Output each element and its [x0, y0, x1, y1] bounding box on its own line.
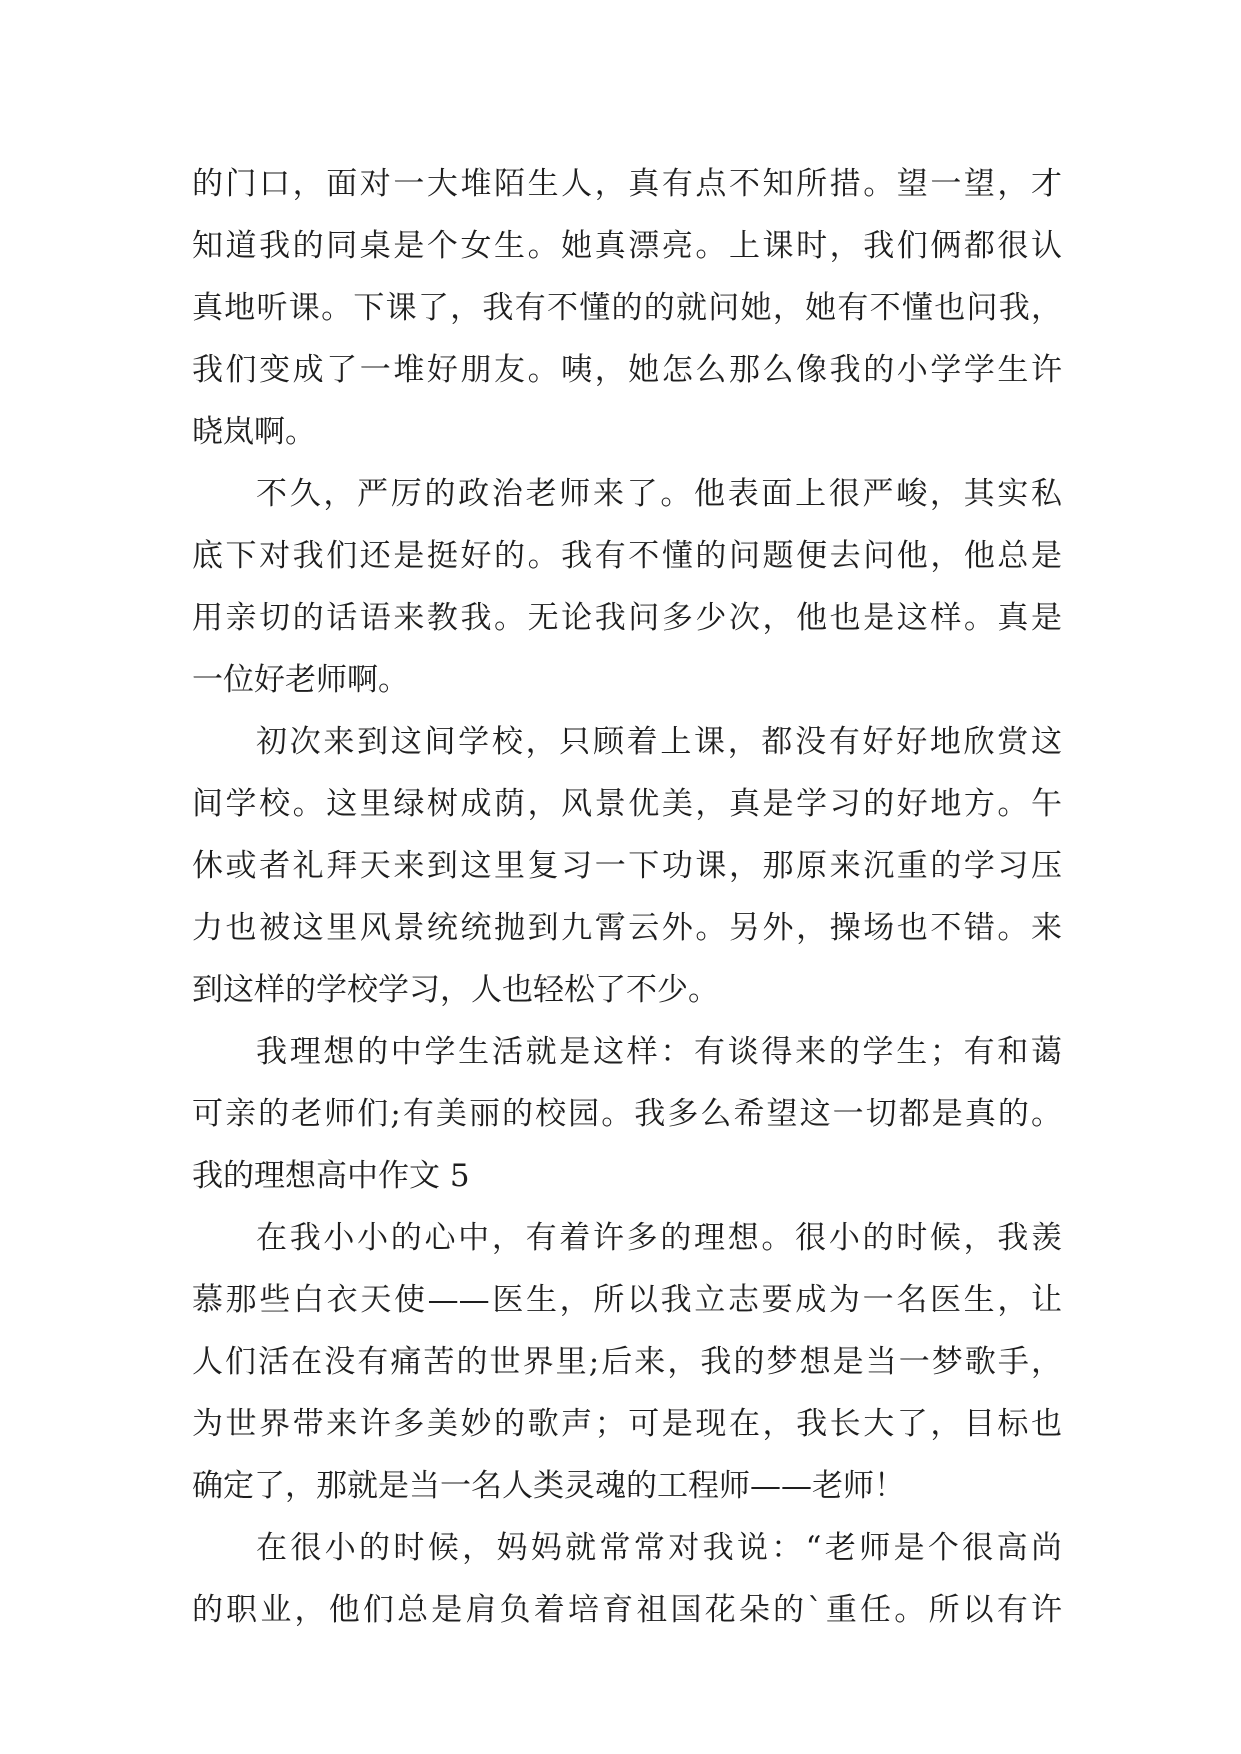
essay-title: 我的理想高中作文 5: [192, 1158, 470, 1194]
text-line: 的门口，面对一大堆陌生人，真有点不知所措。望一望，才: [192, 166, 1062, 202]
text-line: 为世界带来许多美妙的歌声；可是现在，我长大了，目标也: [192, 1406, 1062, 1442]
paragraph-first-line: 在我小小的心中，有着许多的理想。很小的时候，我羡: [256, 1220, 1062, 1256]
text-line: 我们变成了一堆好朋友。咦，她怎么那么像我的小学学生许: [192, 352, 1062, 388]
paragraph-first-line: 初次来到这间学校，只顾着上课，都没有好好地欣赏这: [256, 724, 1062, 760]
text-line: 知道我的同桌是个女生。她真漂亮。上课时，我们俩都很认: [192, 228, 1062, 264]
text-line: 到这样的学校学习，人也轻松了不少。: [192, 972, 719, 1008]
text-line: 间学校。这里绿树成荫，风景优美，真是学习的好地方。午: [192, 786, 1062, 822]
text-line: 晓岚啊。: [192, 414, 316, 450]
paragraph-first-line: 我理想的中学生活就是这样：有谈得来的学生；有和蔼: [256, 1034, 1062, 1070]
text-line: 底下对我们还是挺好的。我有不懂的问题便去问他，他总是: [192, 538, 1062, 574]
text-line: 一位好老师啊。: [192, 662, 409, 698]
text-line: 可亲的老师们;有美丽的校园。我多么希望这一切都是真的。: [192, 1096, 1062, 1132]
text-line: 休或者礼拜天来到这里复习一下功课，那原来沉重的学习压: [192, 848, 1062, 884]
text-line: 的职业，他们总是肩负着培育祖国花朵的`重任。所以有许: [192, 1592, 1062, 1628]
text-line: 用亲切的话语来教我。无论我问多少次，他也是这样。真是: [192, 600, 1062, 636]
paragraph-first-line: 在很小的时候，妈妈就常常对我说：“老师是个很高尚: [256, 1530, 1062, 1566]
text-line: 人们活在没有痛苦的世界里;后来，我的梦想是当一梦歌手，: [192, 1344, 1062, 1380]
text-line: 真地听课。下课了，我有不懂的的就问她，她有不懂也问我，: [192, 290, 1062, 326]
text-line: 确定了，那就是当一名人类灵魂的工程师——老师！: [192, 1468, 905, 1504]
essay-body: [192, 153, 1062, 1641]
paragraph-first-line: 不久，严厉的政治老师来了。他表面上很严峻，其实私: [256, 476, 1062, 512]
text-line: 力也被这里风景统统抛到九霄云外。另外，操场也不错。来: [192, 910, 1062, 946]
text-line: 慕那些白衣天使——医生，所以我立志要成为一名医生，让: [192, 1282, 1062, 1318]
